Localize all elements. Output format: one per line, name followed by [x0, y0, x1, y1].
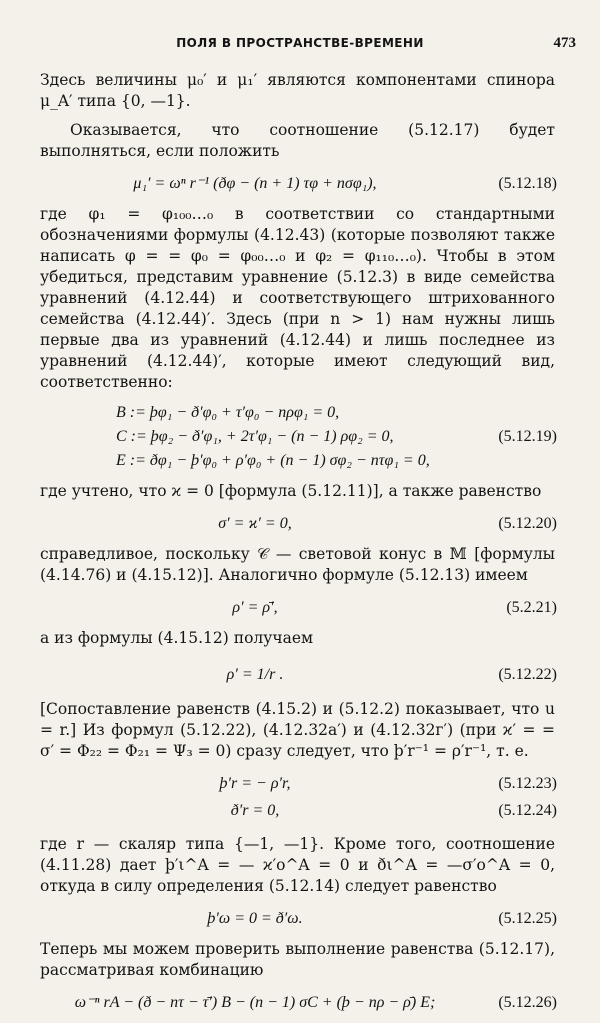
- equation-5-12-22: [40, 657, 555, 693]
- paragraph-8: где r — скаляр типа {—1, —1}. Кроме того, соотношение (4.11.28) дает þ′ι^A = — ϰ′o^A = 0 и ðι^A = —σ′o^A = 0, откуда в силу определения (5.12.14) следует равенство: [40, 835, 555, 895]
- equation-line-c: C := þφ₂ − ð′φ₁, + 2τ′φ₁ − (n − 1) ρφ₂ = 0,: [116, 428, 394, 445]
- equation-5-2-21: [40, 594, 555, 622]
- equation-expression: ρ′ = ρ̄′,: [232, 599, 278, 616]
- equation-5-12-18: [40, 170, 555, 198]
- paragraph-7: [Сопоставление равенств (4.15.2) и (5.12.2) показывает, что u = r.] Из формул (5.12.22), (4.12.32а′) и (4.12.32г′) (при ϰ′ = = σ′ = Φ₂₂ = Φ₂₁ = Ψ₃ = 0) сразу следует, что þ′r⁻¹ = ρ′r⁻¹, т. е.: [40, 700, 555, 760]
- equation-line-e: E := ðφ₁ − þ′φ₀ + ρ′φ₀ + (n − 1) σφ₂ − nτφ₁ = 0,: [116, 452, 430, 469]
- running-header: [0, 36, 600, 54]
- equations-5-12-23-24: [40, 770, 555, 824]
- running-title: ПОЛЯ В ПРОСТРАНСТВЕ-ВРЕМЕНИ: [176, 36, 424, 50]
- equation-number: (5.2.21): [506, 599, 557, 616]
- equation-5-12-20: [40, 510, 555, 538]
- equation-number: (5.12.23): [498, 775, 557, 792]
- equation-number: (5.12.26): [498, 994, 557, 1011]
- paragraph-1: Здесь величины μ₀′ и μ₁′ являются компонентами спинора μ_A′ типа {0, —1}.: [40, 71, 555, 110]
- equation-expression: þ′ω = 0 = ð′ω.: [207, 910, 303, 927]
- equation-5-12-26: [40, 989, 555, 1017]
- equation-number: (5.12.18): [498, 175, 557, 192]
- page-number: 473: [553, 35, 576, 51]
- equation-number: (5.12.20): [498, 515, 557, 532]
- equation-expression: ρ′ = 1/r .: [226, 666, 284, 683]
- equation-number: (5.12.24): [498, 802, 557, 819]
- paragraph-6: а из формулы (4.15.12) получаем: [40, 629, 314, 647]
- equation-5-12-19: [40, 401, 555, 473]
- paragraph-3: где φ₁ = φ₁₀₀…₀ в соответствии со стандартными обозначениями формулы (4.12.43) (которые позволяют также написать φ = = φ₀ = φ₀₀…₀ и φ₂ = φ₁₁₀…₀). Чтобы в этом убедиться, представим уравнение (5.12.3) в виде семейства уравнений (4.12.44) и соответствующего штрихованного семейства (4.12.44)′. Здесь (при n > 1) нам нужны лишь первые два из уравнений (4.12.44) и лишь последнее из уравнений (4.12.44)′, которые имеют следующий вид, соответственно:: [40, 205, 555, 391]
- paragraph-2: Оказывается, что соотношение (5.12.17) будет выполняться, если положить: [40, 121, 555, 160]
- equation-number: (5.12.25): [498, 910, 557, 927]
- equation-number: (5.12.19): [498, 428, 557, 445]
- equation-expression: σ′ = ϰ′ = 0,: [218, 515, 292, 532]
- paragraph-4: где учтено, что ϰ = 0 [формула (5.12.11)], а также равенство: [40, 482, 542, 500]
- equation-expression: ð′r = 0,: [230, 802, 280, 819]
- equation-expression: μ₁′ = ωⁿ r⁻¹ (ðφ − (n + 1) τφ + nσφ₁),: [133, 175, 377, 192]
- paragraph-9: Теперь мы можем проверить выполнение равенства (5.12.17), рассматривая комбинацию: [40, 940, 555, 979]
- page-body: [40, 70, 555, 1023]
- equation-5-12-23: [40, 770, 555, 797]
- equation-line-b: B := þφ₁ − ð′φ₀ + τ′φ₀ − nρφ₁ = 0,: [116, 404, 340, 421]
- equation-5-12-24: [40, 797, 555, 824]
- equation-5-12-25: [40, 905, 555, 933]
- equation-expression: þ′r = − ρ′r,: [219, 775, 291, 792]
- paragraph-5: справедливое, поскольку 𝒞 — световой конус в 𝕄 [формулы (4.14.76) и (4.15.12)]. Аналогично формуле (5.12.13) имеем: [40, 545, 555, 584]
- equation-expression: ω⁻ⁿ rA − (ð − nτ − τ̄′) B − (n − 1) σC + (þ − nρ − ρ̄) E;: [74, 994, 436, 1011]
- equation-number: (5.12.22): [498, 666, 557, 683]
